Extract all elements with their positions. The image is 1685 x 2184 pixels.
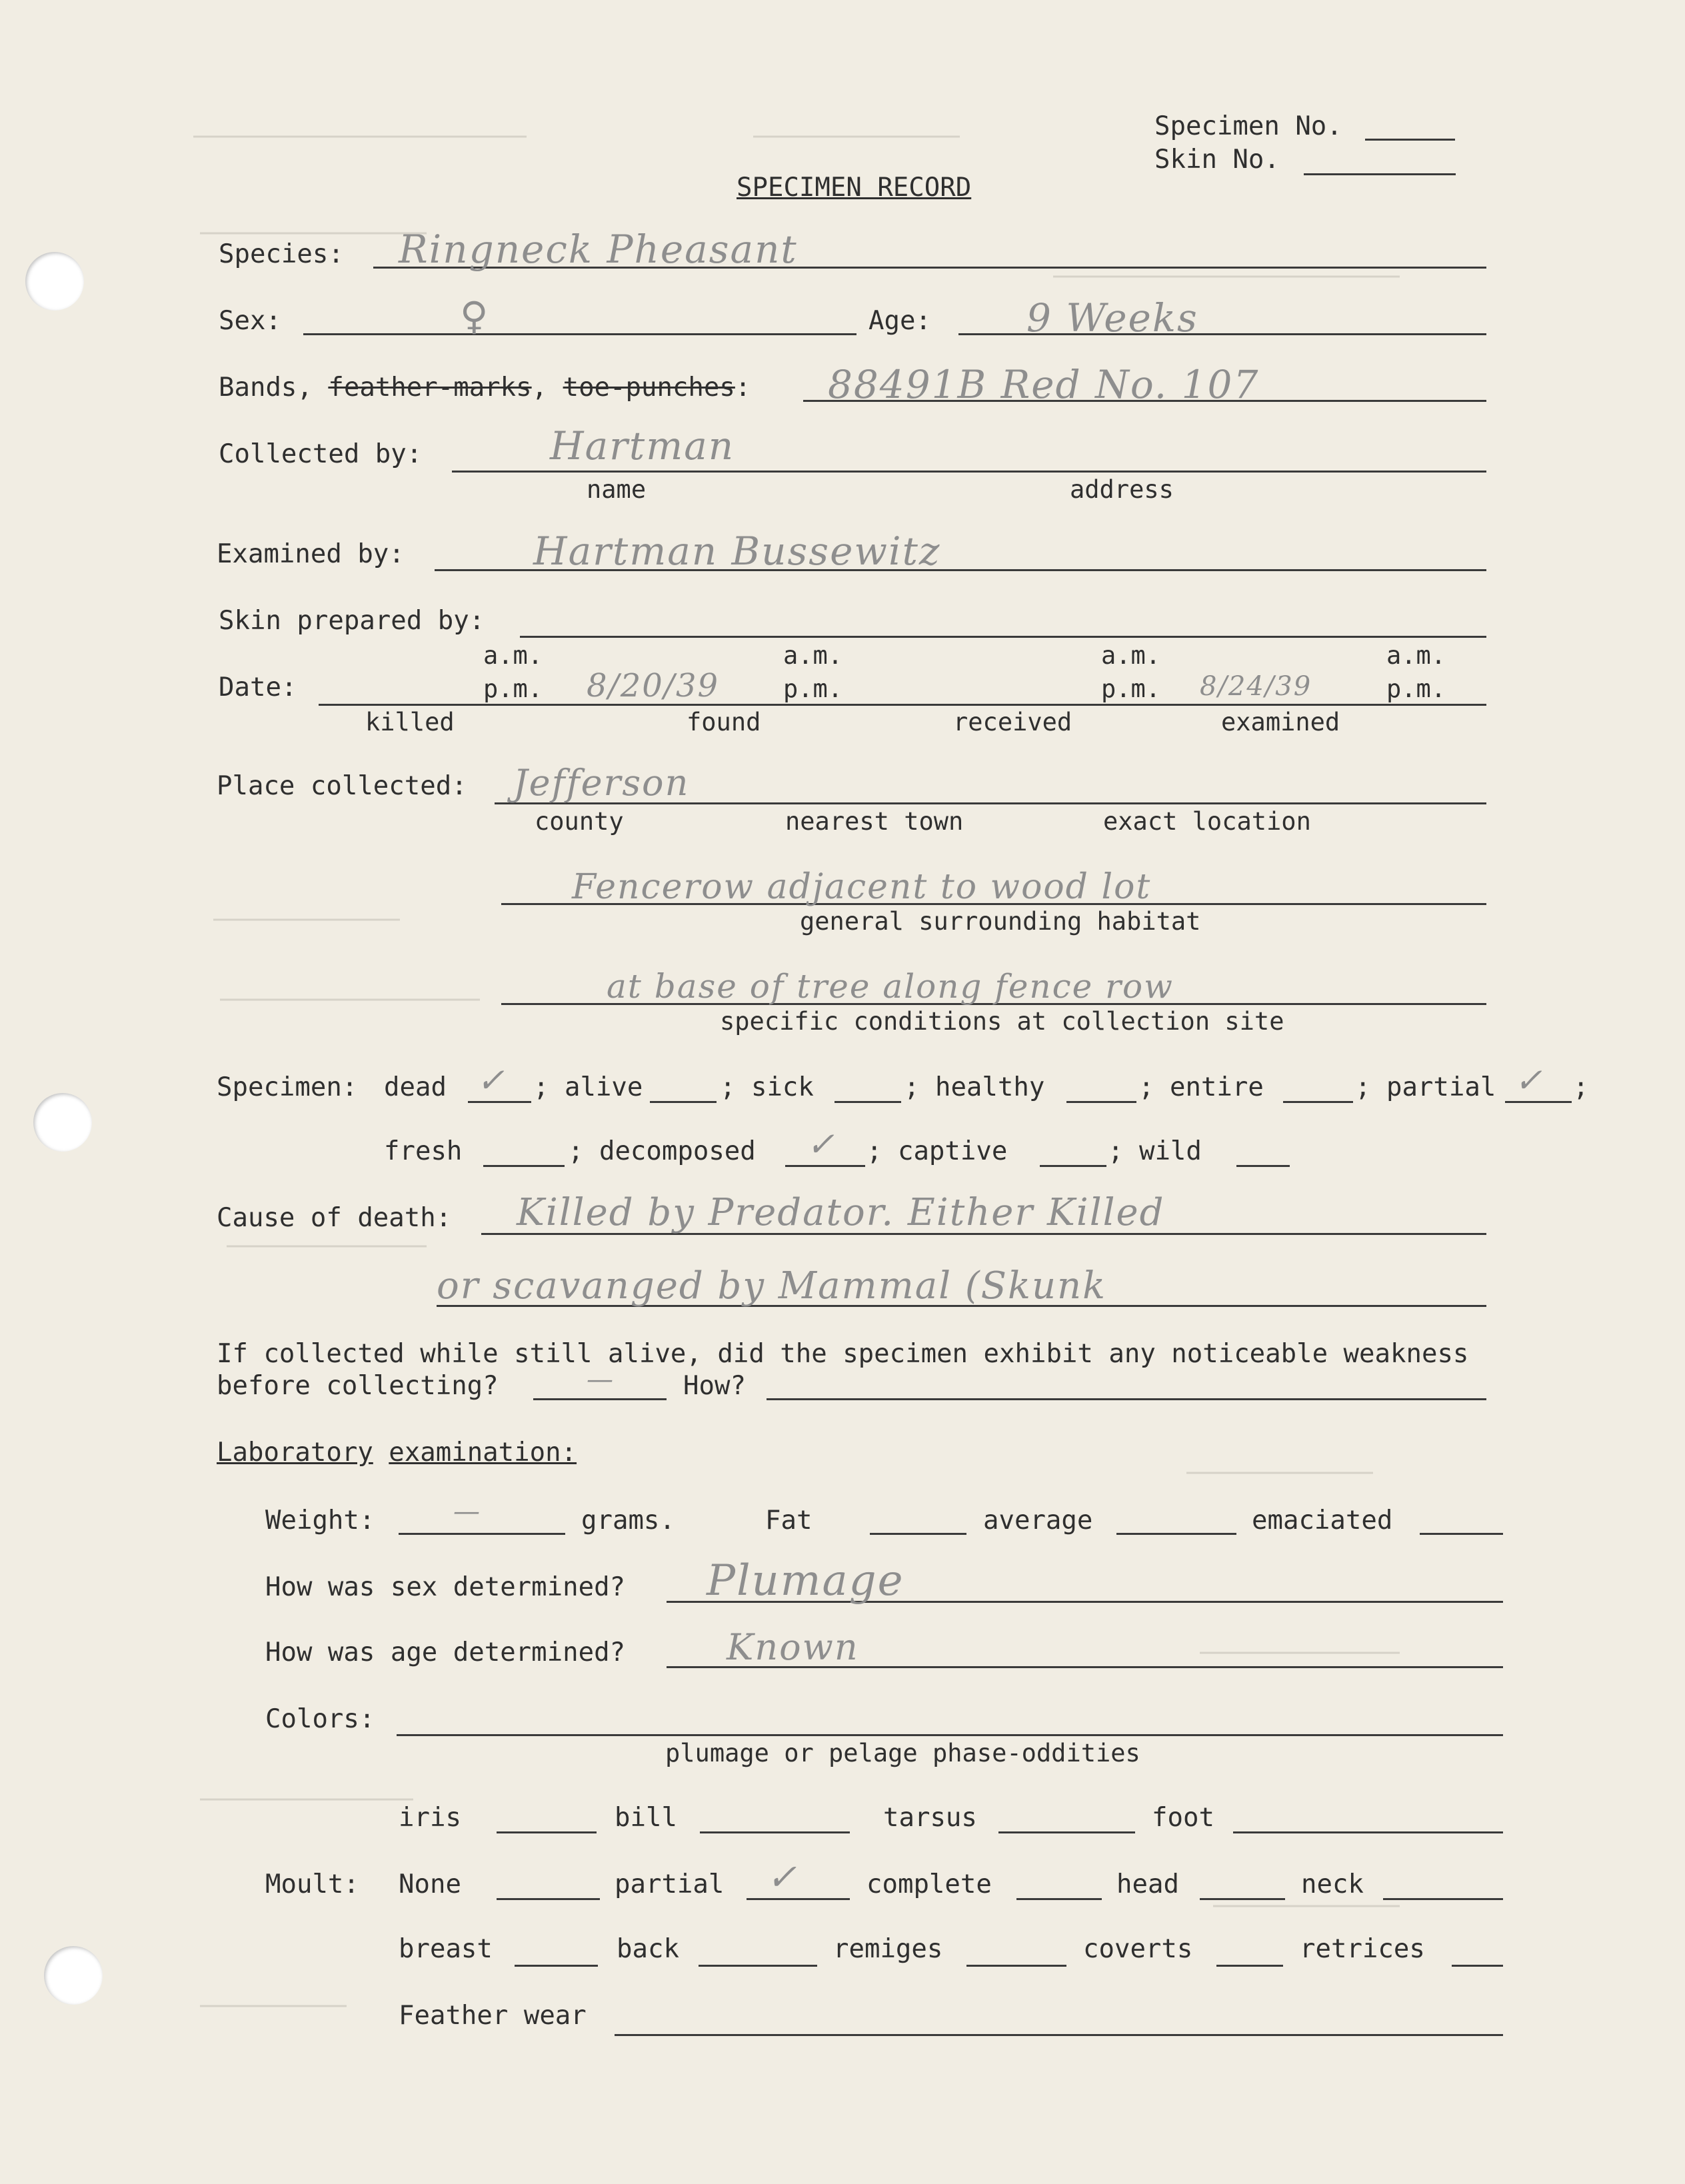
- found-caption: found: [687, 708, 761, 736]
- alive-label: ; alive: [533, 1072, 643, 1102]
- how-line[interactable]: [767, 1398, 1486, 1400]
- age-label: Age:: [868, 306, 931, 336]
- coverts-blank[interactable]: [1216, 1965, 1283, 1967]
- average-blank[interactable]: [1116, 1533, 1236, 1535]
- examined-by-value: Hartman Bussewitz: [533, 529, 941, 574]
- date-examined-value: 8/24/39: [1200, 671, 1312, 702]
- remiges-blank[interactable]: [966, 1965, 1066, 1967]
- none-label: None: [399, 1869, 461, 1899]
- binder-hole-top: [25, 252, 84, 311]
- skin-no-label: Skin No.: [1154, 145, 1280, 175]
- examined-by-label: Examined by:: [217, 539, 405, 569]
- weight-label: Weight:: [265, 1506, 375, 1536]
- weight-blank[interactable]: [399, 1533, 565, 1535]
- how-label: How?: [683, 1371, 746, 1401]
- specimen-no-line[interactable]: [1365, 139, 1455, 141]
- weakness-blank[interactable]: [533, 1398, 667, 1400]
- neck-blank[interactable]: [1383, 1898, 1503, 1900]
- age-determined-label: How was age determined?: [265, 1638, 626, 1667]
- weakness-value: —: [587, 1364, 615, 1395]
- pm-killed: p.m.: [483, 674, 543, 703]
- am-examined: a.m.: [1386, 641, 1446, 670]
- feather-wear-line[interactable]: [615, 2034, 1503, 2036]
- partial-label: ; partial: [1355, 1072, 1496, 1102]
- page-title: SPECIMEN RECORD: [737, 173, 972, 203]
- collected-by-value: Hartman: [550, 423, 735, 469]
- skin-no-line[interactable]: [1304, 173, 1456, 175]
- date-line[interactable]: [319, 704, 1486, 706]
- name-caption: name: [587, 475, 647, 504]
- address-caption: address: [1070, 475, 1174, 504]
- conditions-caption: specific conditions at collection site: [720, 1007, 1284, 1036]
- fresh-blank[interactable]: [483, 1165, 565, 1167]
- partial-semicolon: ;: [1573, 1072, 1589, 1102]
- complete-blank[interactable]: [1016, 1898, 1102, 1900]
- grams-label: grams.: [581, 1506, 675, 1536]
- decomposed-check: ✓: [807, 1125, 836, 1164]
- dead-label: dead: [384, 1072, 447, 1102]
- sick-label: ; sick: [720, 1072, 814, 1102]
- captive-blank[interactable]: [1040, 1165, 1106, 1167]
- colors-label: Colors:: [265, 1704, 375, 1734]
- weight-value: —: [453, 1496, 481, 1527]
- partial-moult-check: ✓: [767, 1856, 799, 1898]
- pm-examined: p.m.: [1386, 674, 1446, 703]
- laboratory-examination-heading: Laboratory examination:: [217, 1438, 577, 1468]
- back-blank[interactable]: [699, 1965, 817, 1967]
- am-received: a.m.: [1101, 641, 1161, 670]
- sex-value: ♀: [460, 293, 490, 339]
- dead-check: ✓: [477, 1061, 506, 1100]
- back-label: back: [617, 1934, 679, 1964]
- foot-blank[interactable]: [1233, 1831, 1503, 1833]
- habitat-value: Fencerow adjacent to wood lot: [572, 867, 1152, 907]
- entire-label: ; entire: [1138, 1072, 1264, 1102]
- healthy-blank[interactable]: [1066, 1101, 1136, 1103]
- species-label: Species:: [219, 239, 344, 269]
- date-label: Date:: [219, 672, 297, 702]
- average-label: average: [983, 1506, 1093, 1536]
- cause-value-1: Killed by Predator. Either Killed: [517, 1191, 1165, 1234]
- tarsus-blank[interactable]: [998, 1831, 1135, 1833]
- specimen-no-label: Specimen No.: [1154, 111, 1342, 141]
- collected-by-label: Collected by:: [219, 439, 423, 469]
- dead-blank[interactable]: [468, 1101, 531, 1103]
- binder-hole-middle: [33, 1093, 92, 1152]
- bands-label: Bands, feather-marks, toe-punches:: [219, 373, 751, 403]
- entire-blank[interactable]: [1283, 1101, 1353, 1103]
- retrices-label: retrices: [1300, 1934, 1425, 1964]
- iris-blank[interactable]: [497, 1831, 597, 1833]
- skin-prepared-label: Skin prepared by:: [219, 606, 485, 636]
- healthy-label: ; healthy: [904, 1072, 1045, 1102]
- species-value: Ringneck Pheasant: [399, 227, 798, 272]
- partial-moult-blank[interactable]: [747, 1898, 850, 1900]
- killed-caption: killed: [365, 708, 455, 736]
- date-found-value: 8/20/39: [587, 667, 720, 704]
- pm-found: p.m.: [783, 674, 843, 703]
- weakness-question-line2: before collecting?: [217, 1371, 499, 1401]
- partial-blank[interactable]: [1505, 1101, 1572, 1103]
- head-blank[interactable]: [1200, 1898, 1285, 1900]
- sex-determined-value: Plumage: [707, 1556, 904, 1606]
- bands-value: 88491B Red No. 107: [828, 362, 1260, 407]
- emaciated-blank[interactable]: [1420, 1533, 1503, 1535]
- wild-label: ; wild: [1108, 1136, 1202, 1166]
- weakness-question-line1: If collected while still alive, did the specimen exhibit any noticeable weakness: [217, 1339, 1469, 1369]
- am-found: a.m.: [783, 641, 843, 670]
- breast-blank[interactable]: [515, 1965, 598, 1967]
- bill-label: bill: [615, 1803, 677, 1833]
- nearest-town-caption: nearest town: [785, 807, 964, 836]
- partial-check: ✓: [1514, 1061, 1544, 1100]
- captive-label: ; captive: [866, 1136, 1008, 1166]
- decomposed-label: ; decomposed: [568, 1136, 756, 1166]
- specimen-label: Specimen:: [217, 1072, 358, 1102]
- partial-moult-label: partial: [615, 1869, 725, 1899]
- fat-blank[interactable]: [870, 1533, 966, 1535]
- none-blank[interactable]: [497, 1898, 600, 1900]
- head-label: head: [1116, 1869, 1179, 1899]
- conditions-value: at base of tree along fence row: [607, 967, 1174, 1006]
- iris-label: iris: [399, 1803, 461, 1833]
- fresh-label: fresh: [384, 1136, 463, 1166]
- skin-prepared-line[interactable]: [520, 636, 1486, 638]
- tarsus-label: tarsus: [883, 1803, 977, 1833]
- remiges-label: remiges: [833, 1934, 943, 1964]
- age-determined-value: Known: [727, 1626, 859, 1668]
- binder-hole-bottom: [44, 1946, 103, 2005]
- place-collected-label: Place collected:: [217, 771, 467, 801]
- collected-by-line[interactable]: [452, 471, 1486, 473]
- county-caption: county: [535, 807, 624, 836]
- am-killed: a.m.: [483, 641, 543, 670]
- cause-of-death-label: Cause of death:: [217, 1203, 452, 1233]
- retrices-blank[interactable]: [1452, 1965, 1503, 1967]
- bill-blank[interactable]: [700, 1831, 850, 1833]
- received-caption: received: [953, 708, 1072, 736]
- place-collected-value: Jefferson: [513, 762, 690, 804]
- breast-label: breast: [399, 1934, 493, 1964]
- cause-value-2: or scavanged by Mammal (Skunk: [437, 1264, 1107, 1308]
- moult-label: Moult:: [265, 1869, 359, 1899]
- feather-wear-label: Feather wear: [399, 2001, 587, 2031]
- foot-label: foot: [1152, 1803, 1214, 1833]
- examined-caption: examined: [1221, 708, 1340, 736]
- complete-label: complete: [866, 1869, 992, 1899]
- habitat-caption: general surrounding habitat: [800, 907, 1201, 936]
- decomposed-blank[interactable]: [785, 1165, 865, 1167]
- exact-location-caption: exact location: [1103, 807, 1311, 836]
- neck-label: neck: [1301, 1869, 1364, 1899]
- coverts-label: coverts: [1083, 1934, 1193, 1964]
- wild-blank[interactable]: [1236, 1165, 1290, 1167]
- pm-received: p.m.: [1101, 674, 1161, 703]
- sex-line[interactable]: [303, 333, 856, 335]
- sick-blank[interactable]: [835, 1101, 901, 1103]
- fat-label: Fat: [765, 1506, 813, 1536]
- emaciated-label: emaciated: [1252, 1506, 1393, 1536]
- colors-line[interactable]: [397, 1734, 1503, 1736]
- plumage-caption: plumage or pelage phase-oddities: [665, 1739, 1140, 1767]
- sex-label: Sex:: [219, 306, 281, 336]
- age-value: 9 Weeks: [1026, 295, 1198, 341]
- sex-determined-label: How was sex determined?: [265, 1572, 626, 1602]
- alive-blank[interactable]: [650, 1101, 717, 1103]
